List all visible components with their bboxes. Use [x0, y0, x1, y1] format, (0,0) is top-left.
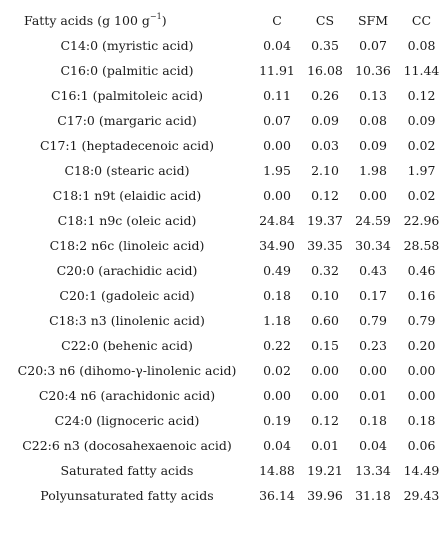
value-cell-cc: 22.96 [403, 213, 440, 228]
fatty-acid-name: C24:0 (lignoceric acid) [54, 413, 200, 428]
fatty-acid-name: Saturated fatty acids [60, 463, 194, 478]
value-cell-c: 0.04 [263, 38, 291, 53]
table-row [2, 383, 445, 408]
value-cell-c: 0.11 [263, 88, 291, 103]
value-cell-cs: 19.37 [307, 213, 343, 228]
value-cell-c: 1.18 [263, 313, 291, 328]
header-row [2, 8, 445, 33]
column-header-cc: CC [411, 13, 432, 28]
value-cell-sfm: 0.00 [359, 363, 387, 378]
value-cell-cs: 39.96 [307, 488, 343, 503]
value-cell-cc: 0.46 [407, 263, 436, 278]
value-cell-cs: 19.21 [307, 463, 343, 478]
table-row [2, 83, 445, 108]
fatty-acid-name: C18:2 n6c (linoleic acid) [49, 238, 205, 253]
value-cell-c: 24.84 [259, 213, 295, 228]
value-cell-cc: 0.00 [407, 363, 436, 378]
table-row [2, 358, 445, 383]
value-cell-c: 0.00 [263, 138, 291, 153]
value-cell-cc: 0.09 [407, 113, 436, 128]
value-cell-sfm: 13.34 [355, 463, 391, 478]
column-header-c: C [272, 13, 282, 28]
value-cell-c: 11.91 [259, 63, 295, 78]
value-cell-cs: 0.15 [311, 338, 339, 353]
fatty-acid-name: C16:1 (palmitoleic acid) [50, 88, 204, 103]
value-cell-sfm: 31.18 [355, 488, 391, 503]
value-cell-cc: 0.12 [407, 88, 436, 103]
value-cell-sfm: 10.36 [355, 63, 391, 78]
value-cell-cc: 0.00 [407, 388, 436, 403]
table-row [2, 458, 445, 483]
fatty-acid-name: C18:1 n9c (oleic acid) [57, 213, 197, 228]
value-cell-cs: 0.26 [311, 88, 339, 103]
value-cell-sfm: 0.18 [359, 413, 387, 428]
fatty-acid-name: C20:3 n6 (dihomo-γ-linolenic acid) [17, 363, 237, 378]
value-cell-c: 0.02 [263, 363, 291, 378]
value-cell-c: 1.95 [263, 163, 291, 178]
fatty-acid-name: C22:0 (behenic acid) [61, 338, 193, 353]
value-cell-sfm: 0.01 [359, 388, 387, 403]
fatty-acid-name: C18:1 n9t (elaidic acid) [52, 188, 202, 203]
column-header-sfm: SFM [357, 13, 389, 28]
table-row [2, 333, 445, 358]
value-cell-sfm: 1.98 [359, 163, 387, 178]
value-cell-cs: 0.60 [311, 313, 339, 328]
fatty-acid-name: C22:6 n3 (docosahexaenoic acid) [22, 438, 232, 453]
value-cell-c: 0.00 [263, 388, 291, 403]
value-cell-cs: 39.35 [307, 238, 343, 253]
value-cell-cc: 0.18 [407, 413, 436, 428]
fatty-acid-name: C20:0 (arachidic acid) [56, 263, 198, 278]
table-row [2, 158, 445, 183]
value-cell-cs: 0.01 [311, 438, 339, 453]
fatty-acid-name: C18:0 (stearic acid) [64, 163, 190, 178]
table-row [2, 308, 445, 333]
value-cell-cs: 0.00 [311, 388, 339, 403]
table-row [2, 183, 445, 208]
value-cell-cs: 0.32 [311, 263, 339, 278]
value-cell-c: 0.07 [263, 113, 291, 128]
value-cell-sfm: 0.00 [359, 188, 387, 203]
table-row [2, 433, 445, 458]
value-cell-cs: 0.00 [311, 363, 339, 378]
table-row [2, 408, 445, 433]
column-header-fatty-acids [2, 8, 252, 33]
value-cell-cc: 1.97 [407, 163, 436, 178]
value-cell-sfm: 0.09 [359, 138, 387, 153]
value-cell-cs: 0.10 [311, 288, 339, 303]
value-cell-cc: 0.08 [407, 38, 436, 53]
fatty-acid-name: C20:1 (gadoleic acid) [59, 288, 195, 303]
value-cell-sfm: 0.17 [359, 288, 387, 303]
fatty-acid-name: C17:0 (margaric acid) [57, 113, 197, 128]
value-cell-c: 14.88 [259, 463, 295, 478]
value-cell-sfm: 0.04 [359, 438, 387, 453]
header-name-exponent: −1 [149, 12, 162, 21]
value-cell-cs: 0.35 [311, 38, 339, 53]
value-cell-c: 0.49 [263, 263, 291, 278]
value-cell-cc: 0.02 [407, 138, 436, 153]
table-row [2, 108, 445, 133]
table-header [2, 8, 445, 33]
column-header-cs: CS [315, 13, 335, 28]
value-cell-c: 0.04 [263, 438, 291, 453]
table-row [2, 483, 445, 508]
fatty-acids-table [2, 8, 445, 508]
value-cell-sfm: 0.43 [359, 263, 387, 278]
value-cell-sfm: 24.59 [355, 213, 391, 228]
fatty-acid-name: C18:3 n3 (linolenic acid) [49, 313, 205, 328]
table-row [2, 133, 445, 158]
header-name-suffix: ) [161, 13, 167, 28]
value-cell-cc: 11.44 [403, 63, 440, 78]
value-cell-sfm: 0.79 [359, 313, 387, 328]
table-row [2, 258, 445, 283]
value-cell-c: 0.22 [263, 338, 291, 353]
value-cell-cc: 0.79 [407, 313, 436, 328]
fatty-acid-name: Polyunsaturated fatty acids [40, 488, 214, 503]
value-cell-cc: 14.49 [403, 463, 440, 478]
value-cell-c: 0.18 [263, 288, 291, 303]
value-cell-cc: 0.16 [407, 288, 436, 303]
value-cell-cs: 0.09 [311, 113, 339, 128]
header-name-prefix: Fatty acids (g 100 g [24, 13, 150, 28]
value-cell-cc: 0.06 [407, 438, 436, 453]
value-cell-sfm: 30.34 [355, 238, 391, 253]
value-cell-sfm: 0.13 [359, 88, 387, 103]
table-row [2, 208, 445, 233]
fatty-acid-name: C14:0 (myristic acid) [60, 38, 194, 53]
value-cell-cs: 0.12 [311, 413, 339, 428]
value-cell-c: 36.14 [259, 488, 295, 503]
fatty-acid-name: C20:4 n6 (arachidonic acid) [38, 388, 216, 403]
value-cell-cs: 0.03 [311, 138, 339, 153]
fatty-acid-name: C16:0 (palmitic acid) [60, 63, 194, 78]
value-cell-cc: 0.02 [407, 188, 436, 203]
table-row [2, 58, 445, 83]
table-body [2, 33, 445, 508]
value-cell-cc: 28.58 [403, 238, 440, 253]
value-cell-cs: 2.10 [311, 163, 339, 178]
value-cell-cc: 29.43 [403, 488, 440, 503]
table-row [2, 283, 445, 308]
value-cell-sfm: 0.07 [359, 38, 387, 53]
value-cell-sfm: 0.08 [359, 113, 387, 128]
value-cell-c: 0.19 [263, 413, 291, 428]
table-row [2, 33, 445, 58]
value-cell-cs: 0.12 [311, 188, 339, 203]
value-cell-cc: 0.20 [407, 338, 436, 353]
value-cell-cs: 16.08 [307, 63, 343, 78]
value-cell-sfm: 0.23 [359, 338, 387, 353]
value-cell-c: 34.90 [259, 238, 295, 253]
value-cell-c: 0.00 [263, 188, 291, 203]
fatty-acid-name: C17:1 (heptadecenoic acid) [39, 138, 215, 153]
table-row [2, 233, 445, 258]
